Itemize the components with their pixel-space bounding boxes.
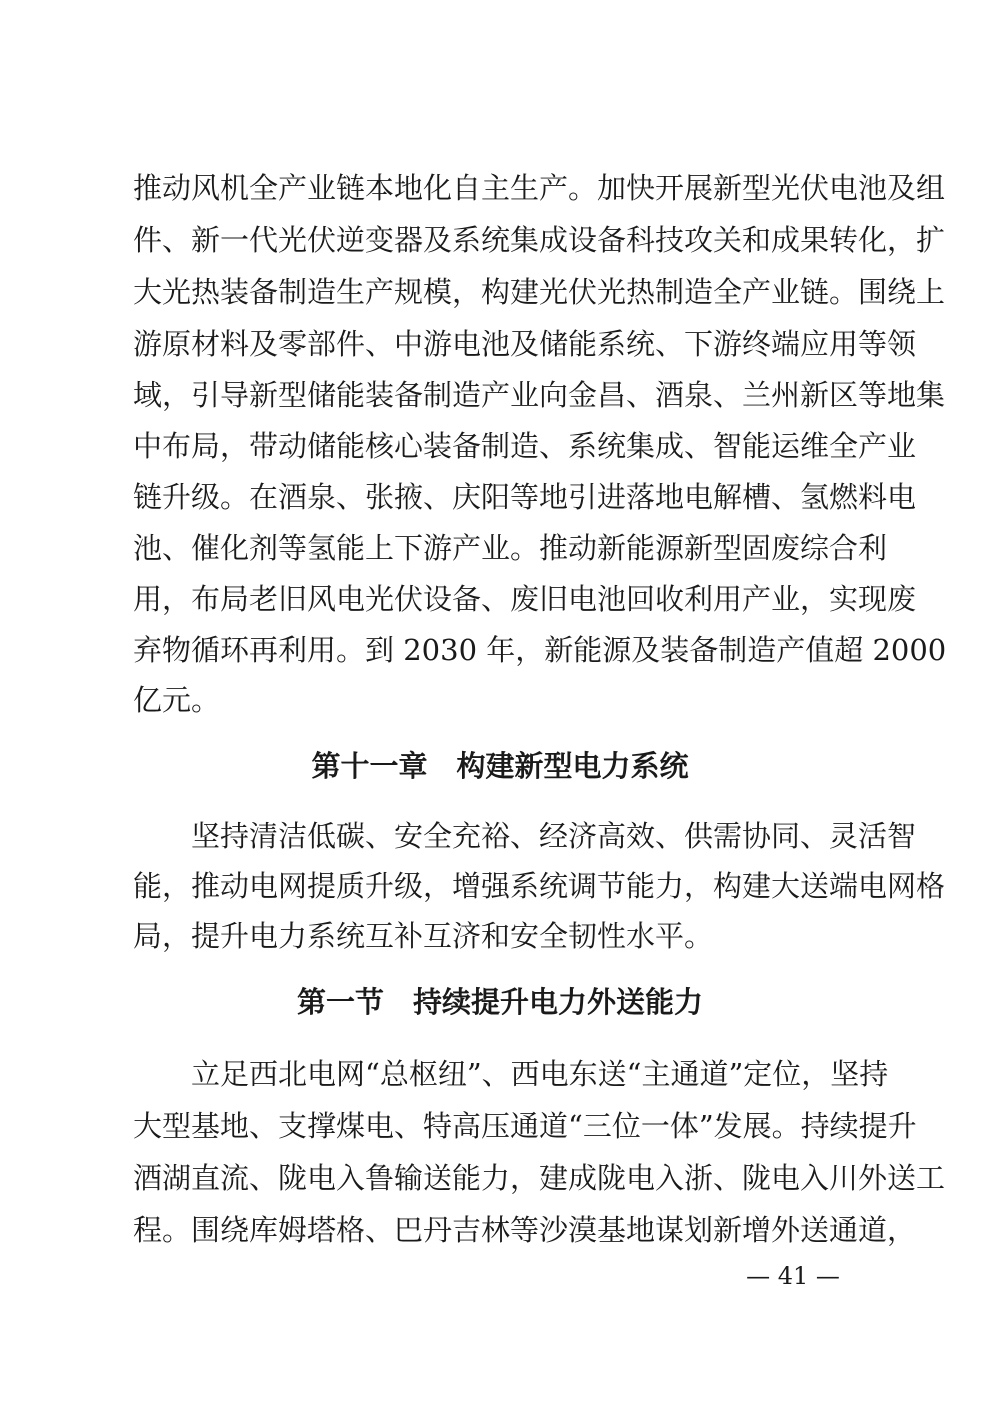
text-line: 酒湖直流、陇电入鲁输送能力，建成陇电入浙、陇电入川外送工: [133, 1161, 946, 1195]
text-line: 域，引导新型储能装备制造产业向金昌、酒泉、兰州新区等地集: [133, 378, 946, 412]
chapter-heading: 第十一章 构建新型电力系统: [311, 749, 689, 783]
text-line: 游原材料及零部件、中游电池及储能系统、下游终端应用等领: [133, 327, 917, 361]
text-line: 推动风机全产业链本地化自主生产。加快开展新型光伏电池及组: [133, 171, 946, 205]
text-line: 立足西北电网“总枢纽”、西电东送“主通道”定位，坚持: [133, 1057, 889, 1091]
text-line: 局，提升电力系统互补互济和安全韧性水平。: [133, 919, 714, 953]
text-line: 用，布局老旧风电光伏设备、废旧电池回收利用产业，实现废: [133, 582, 917, 616]
text-line: 坚持清洁低碳、安全充裕、经济高效、供需协同、灵活智: [133, 819, 917, 853]
page-number: — 41 —: [746, 1262, 840, 1290]
text-line: 中布局，带动储能核心装备制造、系统集成、智能运维全产业: [133, 429, 917, 463]
text-line: 弃物循环再利用。到 2030 年，新能源及装备制造产值超 2000: [133, 633, 947, 667]
text-line: 亿元。: [133, 683, 221, 717]
text-line: 链升级。在酒泉、张掖、庆阳等地引进落地电解槽、氢燃料电: [133, 480, 917, 514]
text-line: 大光热装备制造生产规模，构建光伏光热制造全产业链。围绕上: [133, 275, 946, 309]
text-line: 大型基地、支撑煤电、特高压通道“三位一体”发展。持续提升: [133, 1109, 917, 1143]
section-heading: 第一节 持续提升电力外送能力: [296, 985, 703, 1019]
text-line: 能，推动电网提质升级，增强系统调节能力，构建大送端电网格: [133, 869, 946, 903]
text-line: 池、催化剂等氢能上下游产业。推动新能源新型固废综合利: [133, 531, 888, 565]
text-line: 程。围绕库姆塔格、巴丹吉林等沙漠基地谋划新增外送通道，: [133, 1213, 917, 1247]
text-line: 件、新一代光伏逆变器及系统集成设备科技攻关和成果转化，扩: [133, 223, 946, 257]
